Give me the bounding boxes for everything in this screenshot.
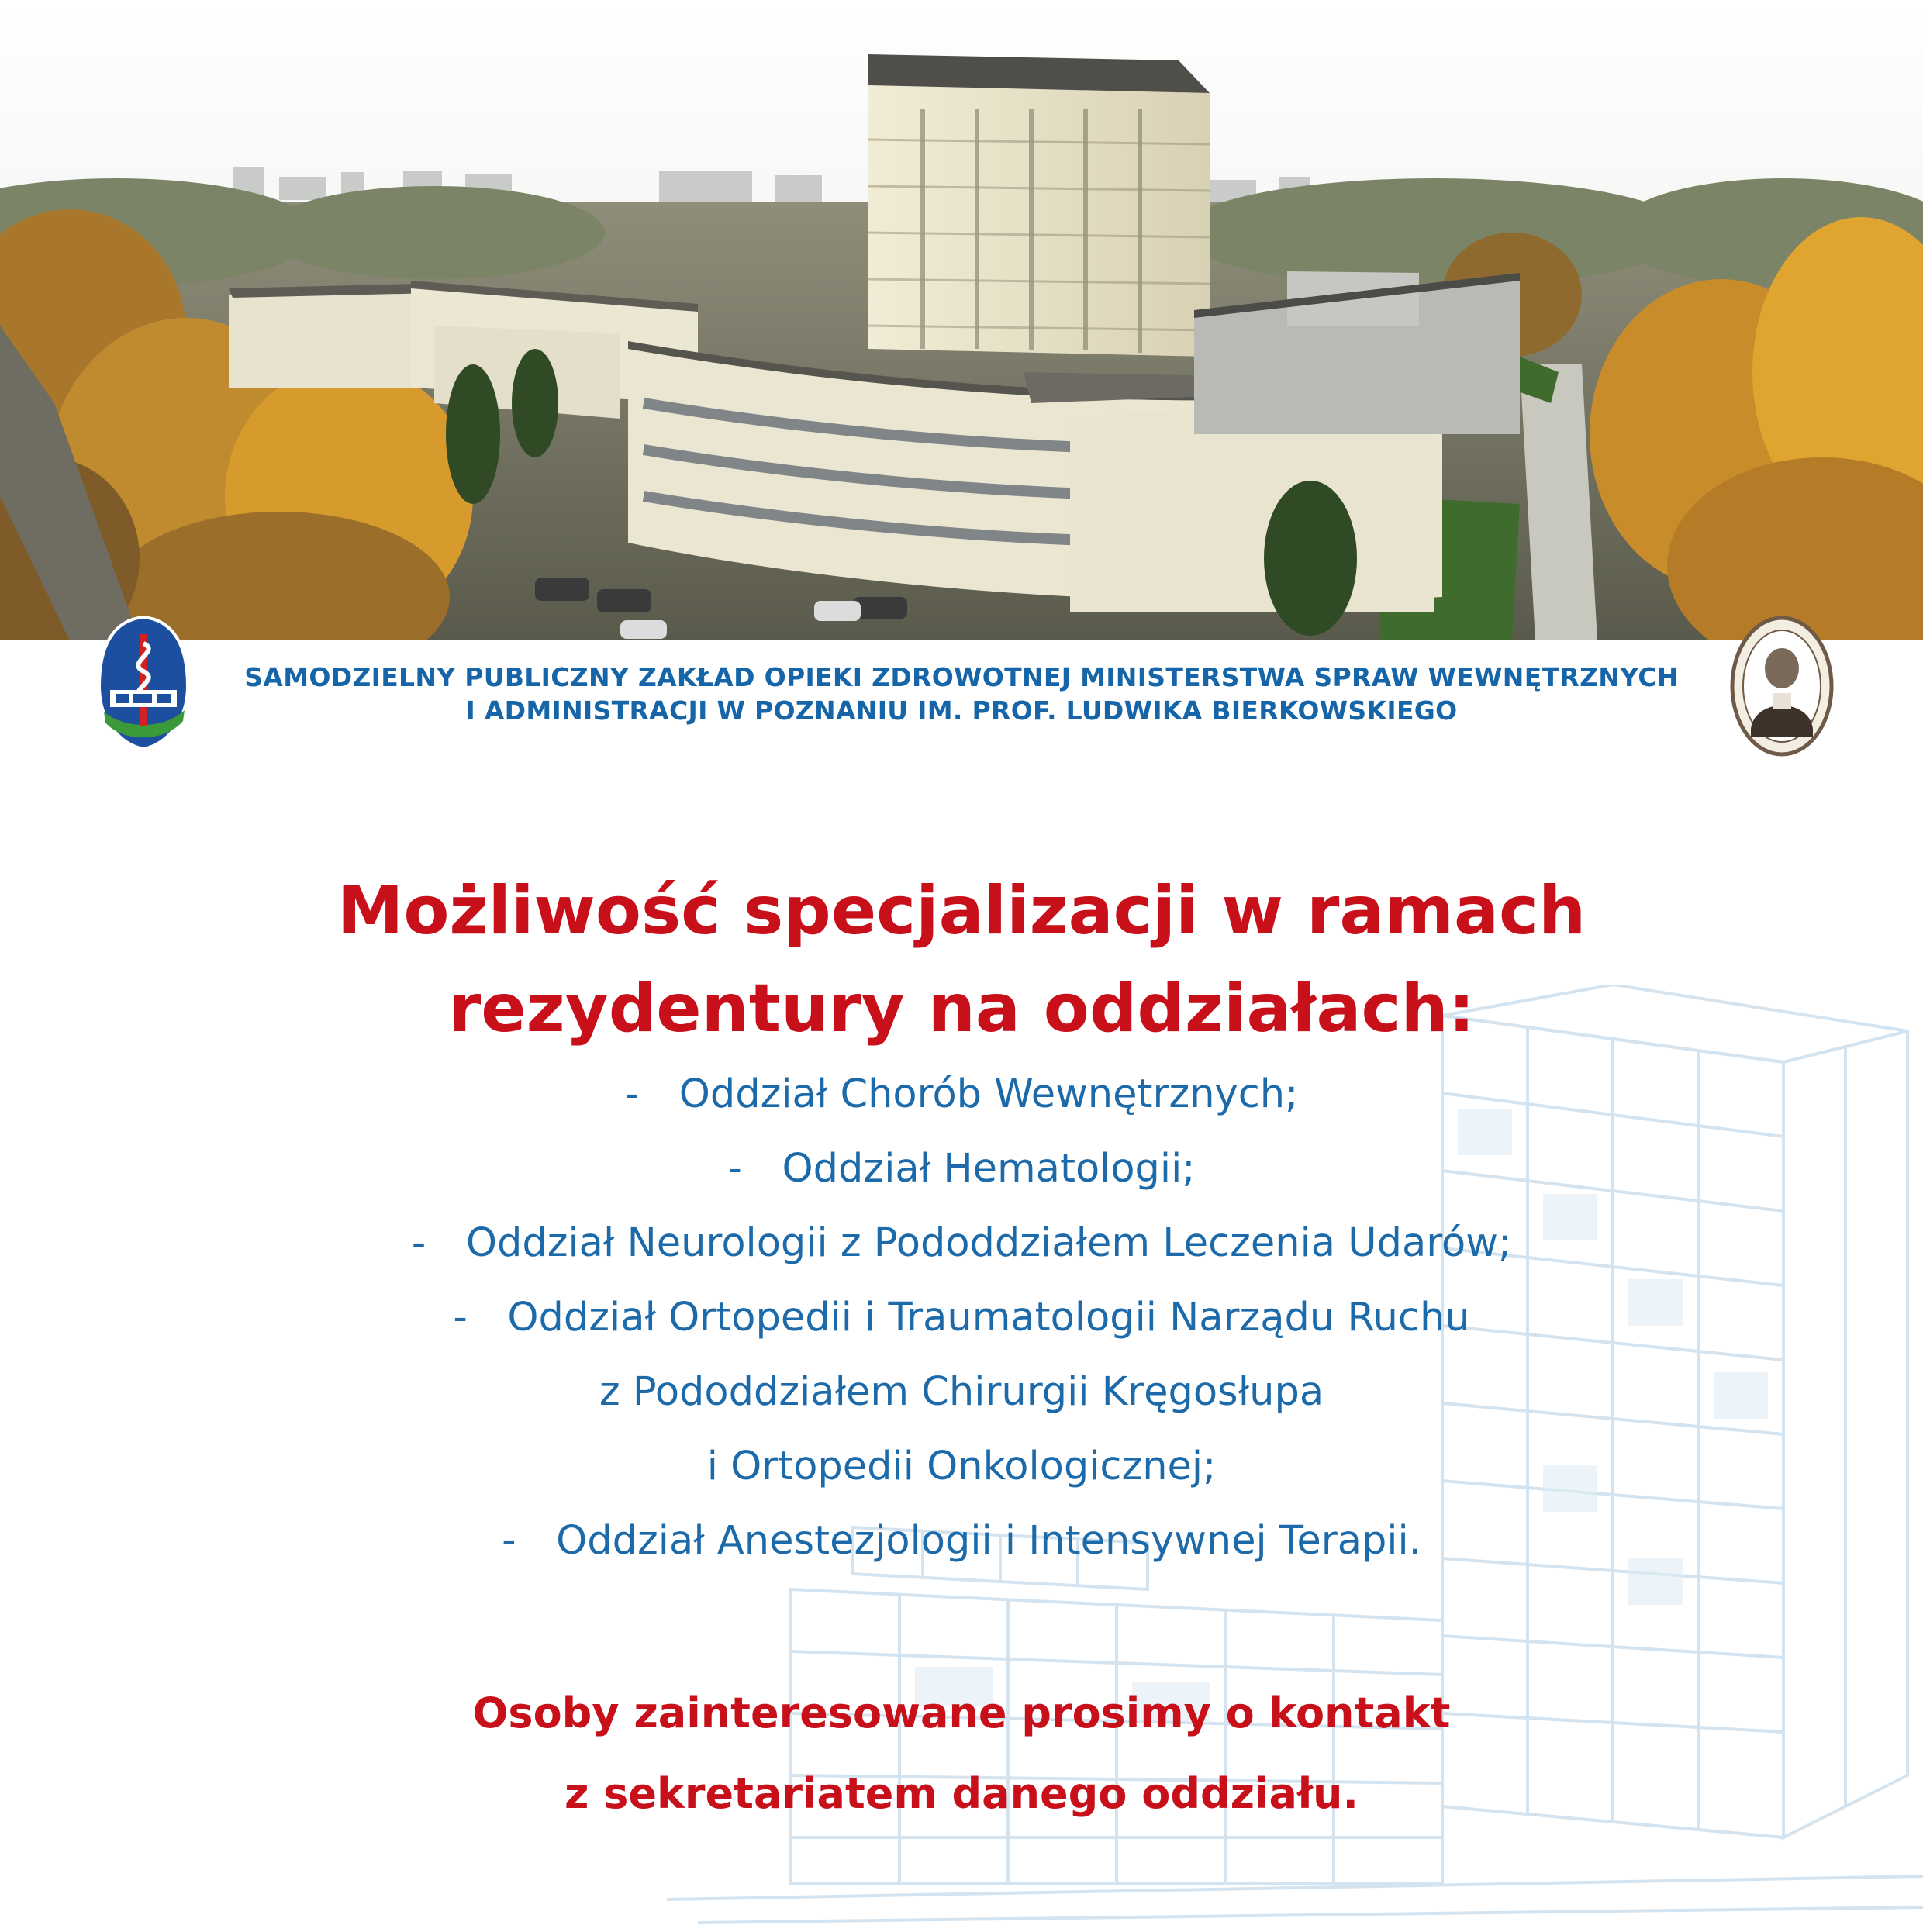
- headline: [0, 862, 1923, 1057]
- list-item: [0, 1206, 1923, 1281]
- org-line-1: SAMODZIELNY PUBLICZNY ZAKŁAD OPIEKI ZDROWOTNEJ MINISTERSTWA SPRAW WEWNĘTRZNYCH: [244, 662, 1679, 692]
- list-item: [0, 1057, 1923, 1132]
- headline-line-2: rezydentury na oddziałach:: [447, 970, 1476, 1047]
- department-list: [0, 1057, 1923, 1578]
- organization-name: [202, 661, 1721, 727]
- org-line-2: I ADMINISTRACJI W POZNANIU IM. PROF. LUDWIKA BIERKOWSKIEGO: [465, 695, 1458, 726]
- list-item-continuation: [0, 1430, 1923, 1504]
- department-name: z Pododdziałem Chirurgii Kręgosłupa: [599, 1369, 1324, 1415]
- list-dash: -: [453, 1295, 468, 1340]
- department-name: i Ortopedii Onkologicznej;: [706, 1444, 1217, 1489]
- hospital-seal-icon: [1728, 612, 1836, 760]
- list-dash: -: [624, 1071, 640, 1117]
- department-name: Oddział Neurologii z Pododdziałem Leczenia Udarów;: [465, 1220, 1512, 1266]
- list-item: [0, 1281, 1923, 1355]
- list-item: [0, 1504, 1923, 1578]
- list-dash: -: [502, 1518, 516, 1564]
- contact-line-1: Osoby zainteresowane prosimy o kontakt: [472, 1689, 1451, 1737]
- hero-photo: [0, 0, 1923, 640]
- list-item-continuation: [0, 1355, 1923, 1430]
- headline-line-1: Możliwość specjalizacji w ramach: [337, 872, 1586, 950]
- department-name: Oddział Chorób Wewnętrznych;: [678, 1071, 1299, 1117]
- list-item: [0, 1132, 1923, 1206]
- list-dash: -: [411, 1220, 426, 1266]
- department-name: Oddział Hematologii;: [782, 1146, 1196, 1192]
- hospital-aerial-illustration: [0, 0, 1923, 640]
- department-name: Oddział Anestezjologii i Intensywnej Terapii.: [556, 1518, 1421, 1564]
- department-name: Oddział Ortopedii i Traumatologii Narządu Ruchu: [507, 1295, 1470, 1340]
- mswia-logo-icon: [93, 612, 194, 752]
- list-dash: -: [727, 1146, 742, 1192]
- contact-note: [0, 1673, 1923, 1834]
- contact-line-2: z sekretariatem danego oddziału.: [564, 1769, 1359, 1818]
